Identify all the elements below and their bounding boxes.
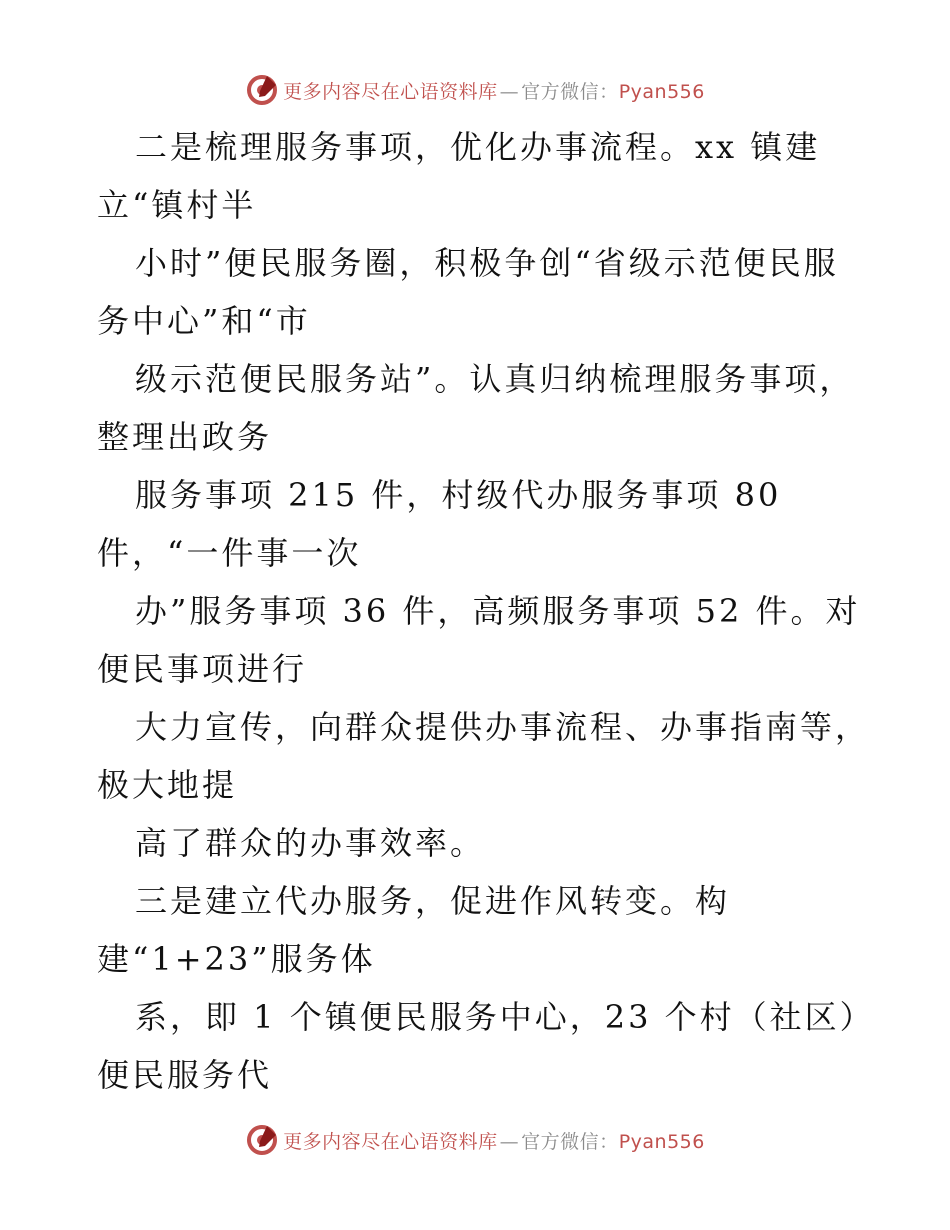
text-line: 服务事项 215 件，村级代办服务事项 80 (135, 476, 782, 514)
text-line: 便民服务代 (97, 1056, 273, 1094)
text-line: 二是梳理服务事项，优化办事流程。xx 镇建 (135, 128, 821, 166)
text-line: 级示范便民服务站”。认真归纳梳理服务事项， (135, 360, 855, 398)
text-line: 大力宣传，向群众提供办事流程、办事指南等， (135, 708, 871, 746)
text-line: 办”服务事项 36 件，高频服务事项 52 件。对 (135, 592, 861, 630)
text-line: 系，即 1 个镇便民服务中心，23 个村（社区） (135, 998, 875, 1036)
text-line: 件，“一件事一次 (97, 534, 362, 572)
text-line: 高了群众的办事效率。 (135, 824, 486, 862)
text-line: 整理出政务 (97, 418, 273, 456)
text-line: 便民事项进行 (97, 650, 308, 688)
text-line: 小时”便民服务圈，积极争创“省级示范便民服 (135, 244, 839, 282)
header-banner (0, 70, 950, 110)
document-body (97, 118, 897, 1104)
text-line: 建“1+23”服务体 (97, 940, 376, 978)
banner-text: 更多内容尽在心语资料库 — 官方微信：Pyan556 (283, 1130, 705, 1153)
text-line: 务中心”和“市 (97, 302, 311, 340)
text-line: 三是建立代办服务，促进作风转变。构 (135, 882, 731, 920)
text-line: 立“镇村半 (97, 186, 257, 224)
banner-text: 更多内容尽在心语资料库 — 官方微信：Pyan556 (283, 80, 705, 103)
pen-logo-icon (245, 73, 279, 107)
footer-banner (0, 1120, 950, 1160)
pen-logo-icon (245, 1123, 279, 1157)
text-line: 极大地提 (97, 766, 238, 804)
